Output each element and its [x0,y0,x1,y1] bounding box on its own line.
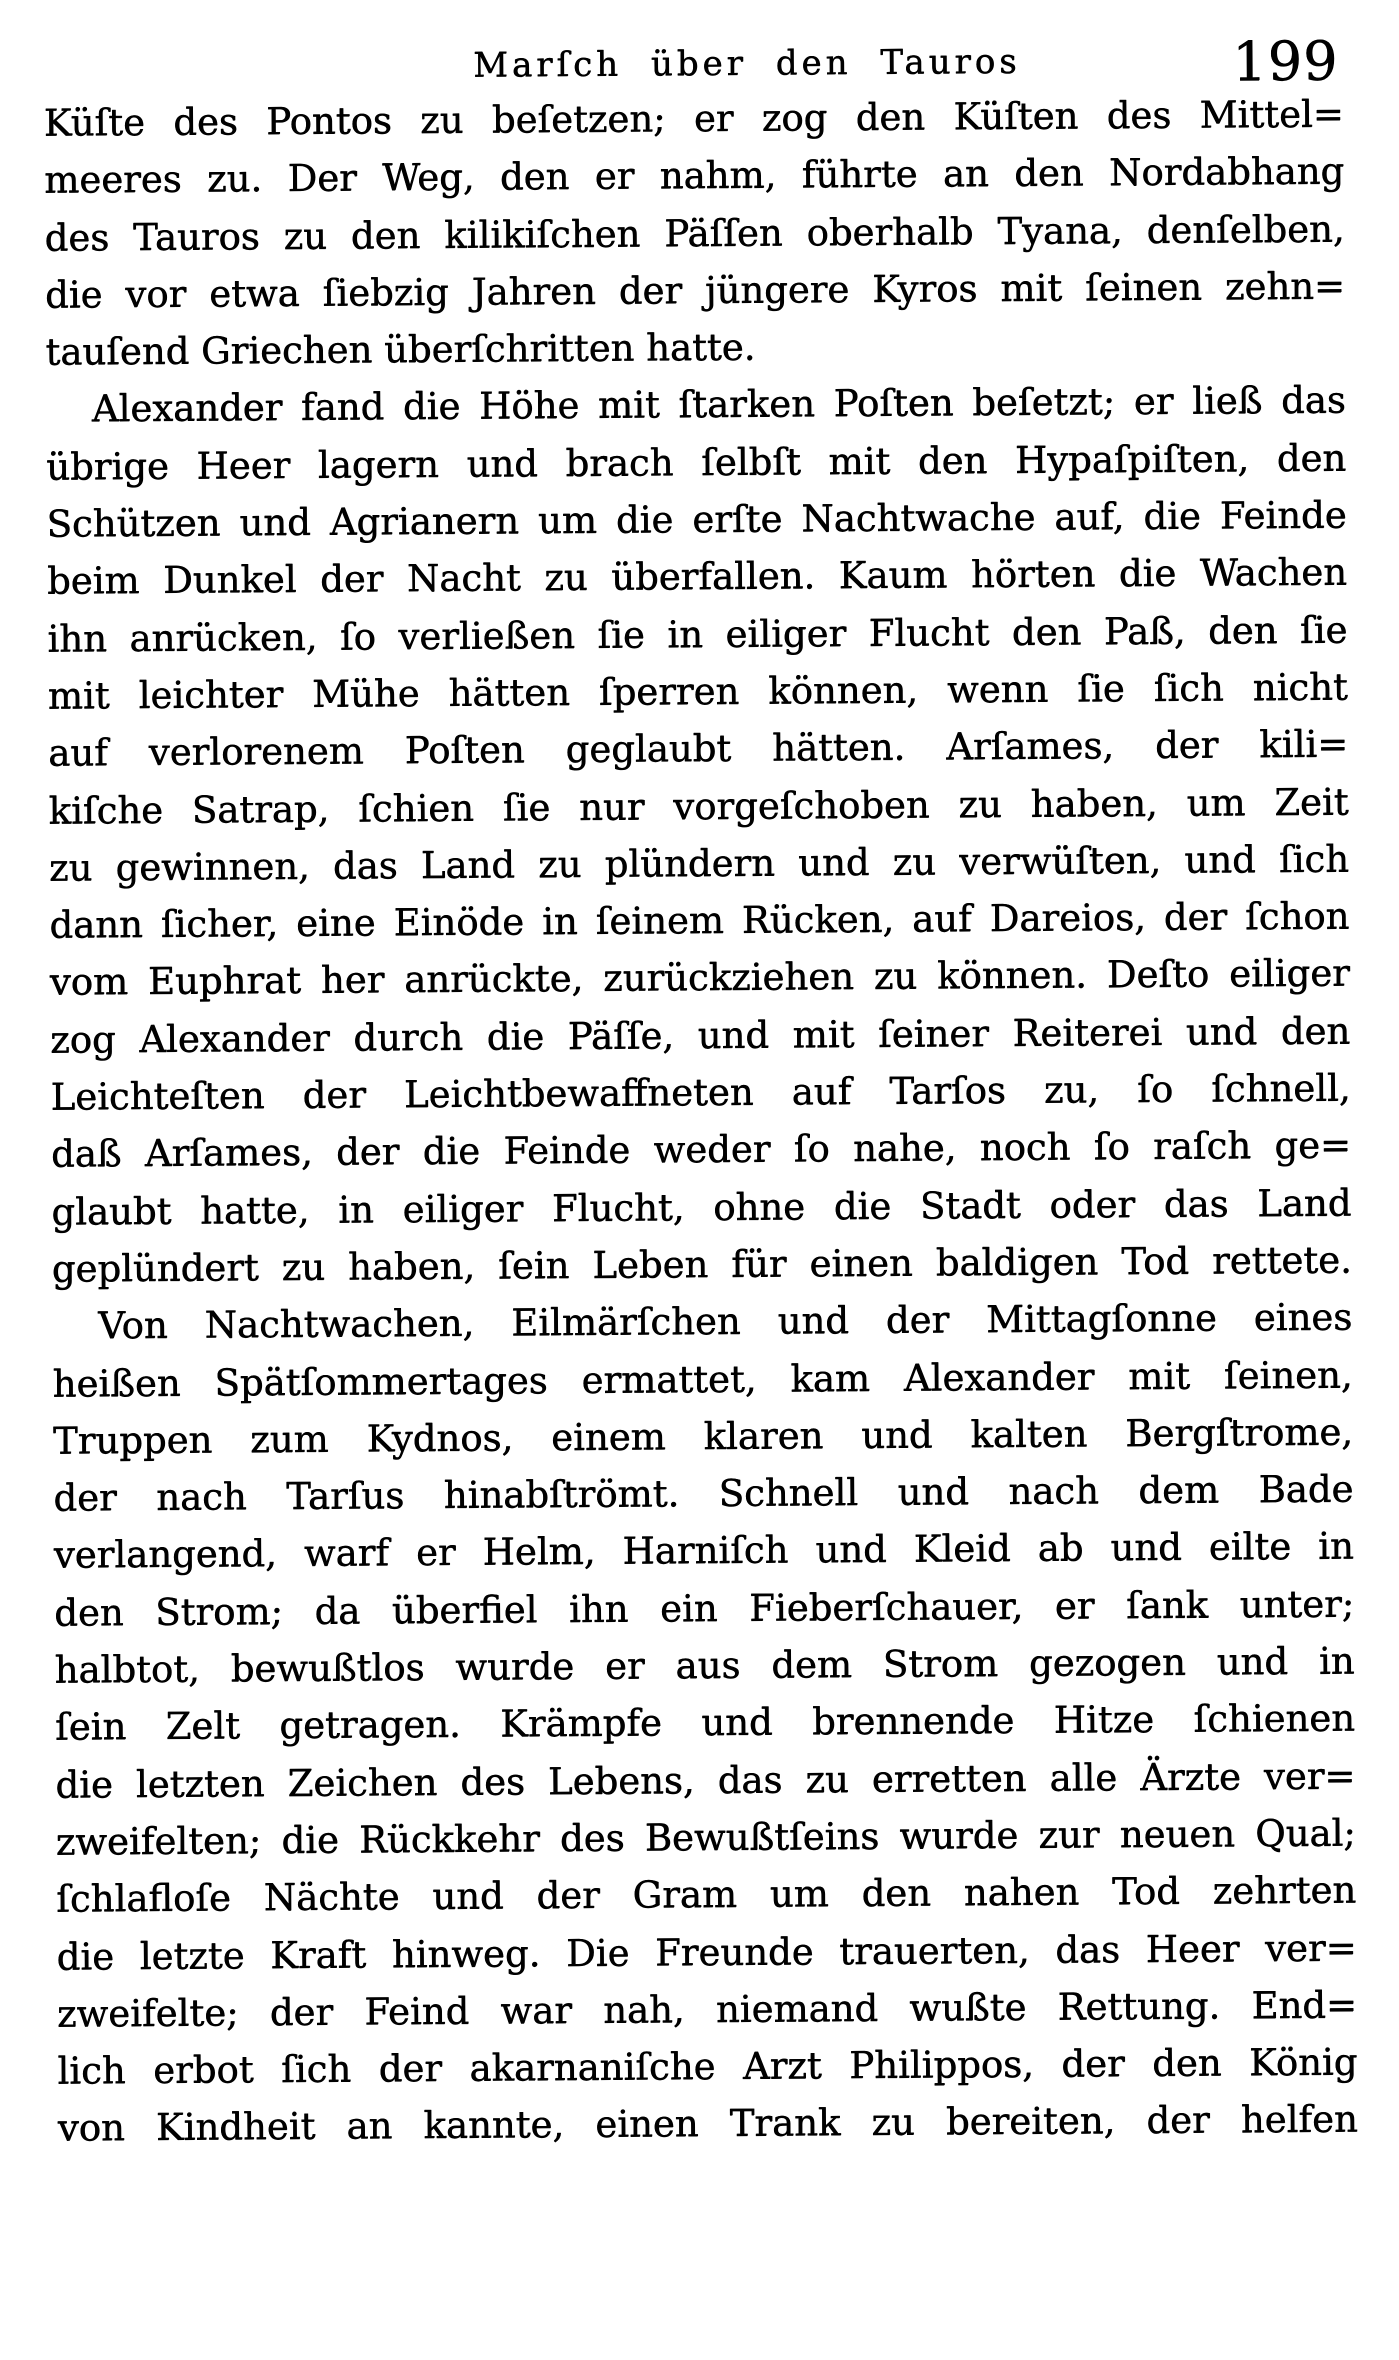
text-line: Leichteſten der Leichtbewaffneten auf Tarſos zu, ſo ſchnell, [50,1066,1351,1119]
page-number: 199 [1232,29,1339,94]
text-line: dann ſicher, eine Einöde in ſeinem Rücken, auf Dareios, der ſchon [49,894,1350,947]
text-line: Truppen zum Kydnos, einem klaren und kalten Bergſtrome, [52,1410,1354,1463]
text-line: daß Arſames, der die Feinde weder ſo nahe, noch ſo raſch ge= [50,1123,1352,1176]
text-line: vom Euphrat her anrückte, zurückziehen zu können. Deſto eiliger [49,951,1350,1004]
text-line: von Kindheit an kannte, einen Trank zu bereiten, der helfen [57,2097,1358,2150]
text-line: mit leichter Mühe hätten ſperren können, wenn ſie ſich nicht [47,665,1348,718]
text-line: die vor etwa ſiebzig Jahren der jüngere Kyros mit ſeinen zehn= [44,264,1346,317]
text-line: zweifelten; die Rückkehr des Bewußtſeins wurde zur neuen Qual; [55,1811,1356,1864]
text-line: Alexander fand die Höhe mit ſtarken Poſten beſetzt; er ließ das [91,378,1346,431]
text-line: beim Dunkel der Nacht zu überfallen. Kaum hörten die Wachen [46,550,1348,603]
text-line: heißen Spätſommertages ermattet, kam Alexander mit ſeinen, [52,1352,1353,1406]
text-line: meeres zu. Der Weg, den er nahm, führte an den Nordabhang [44,149,1345,202]
text-line: lich erbot ſich der akarnaniſche Arzt Philippos, der den König [57,2040,1358,2093]
text-line: Von Nachtwachen, Eilmärſchen und der Mittagſonne eines [98,1295,1353,1348]
running-header: Marſch über den Tauros [473,41,1021,86]
text-line: der nach Tarſus hinabſtrömt. Schnell und nach dem Bade [53,1467,1354,1520]
text-line: zweifelte; der Feind war nah, niemand wußte Rettung. End= [56,1983,1358,2036]
text-line: Schützen und Agrianern um die erſte Nachtwache auf, die Feinde [46,493,1347,546]
text-line: kiſche Satrap, ſchien ſie nur vorgeſchoben zu haben, um Zeit [48,780,1349,833]
text-line: ſchlafloſe Nächte und der Gram um den nahen Tod zehrten [56,1868,1357,1921]
text-line: übrige Heer lagern und brach ſelbſt mit den Hypaſpiſten, den [46,436,1347,489]
text-line: den Strom; da überfiel ihn ein Fieberſchauer, er ſank unter; [54,1582,1355,1635]
text-line: zog Alexander durch die Päſſe, und mit ſeiner Reiterei und den [50,1009,1351,1062]
text-line: zu gewinnen, das Land zu plündern und zu verwüſten, und ſich [48,837,1350,890]
text-line: tauſend Griechen überſchritten hatte. [45,325,756,374]
text-line: des Tauros zu den kilikiſchen Päſſen oberhalb Tyana, denſelben, [44,207,1345,260]
text-line: auf verlorenem Poſten geglaubt hätten. Arſames, der kili= [48,722,1349,775]
text-line: ſein Zelt getragen. Krämpfe und brennende Hitze ſchienen [54,1696,1356,1749]
text-line: die letzten Zeichen des Lebens, das zu erretten alle Ärzte ver= [55,1754,1356,1807]
text-line: ihn anrücken, ſo verließen ſie in eiliger Flucht den Paß, den ſie [47,608,1348,661]
text-line: glaubt hatte, in eiliger Flucht, ohne die Stadt oder das Land [51,1181,1352,1234]
text-line: die letzte Kraft hinweg. Die Freunde trauerten, das Heer ver= [56,1925,1357,1979]
text-line: Küſte des Pontos zu beſetzen; er zog den Küſten des Mittel= [43,92,1344,145]
text-line: halbtot, bewußtlos wurde er aus dem Strom gezogen und in [54,1639,1355,1692]
text-line: verlangend, warf er Helm, Harniſch und Kleid ab und eilte in [53,1524,1354,1577]
body-text [44,85,1358,2157]
text-line: geplündert zu haben, ſein Leben für einen baldigen Tod rettete. [51,1238,1352,1291]
